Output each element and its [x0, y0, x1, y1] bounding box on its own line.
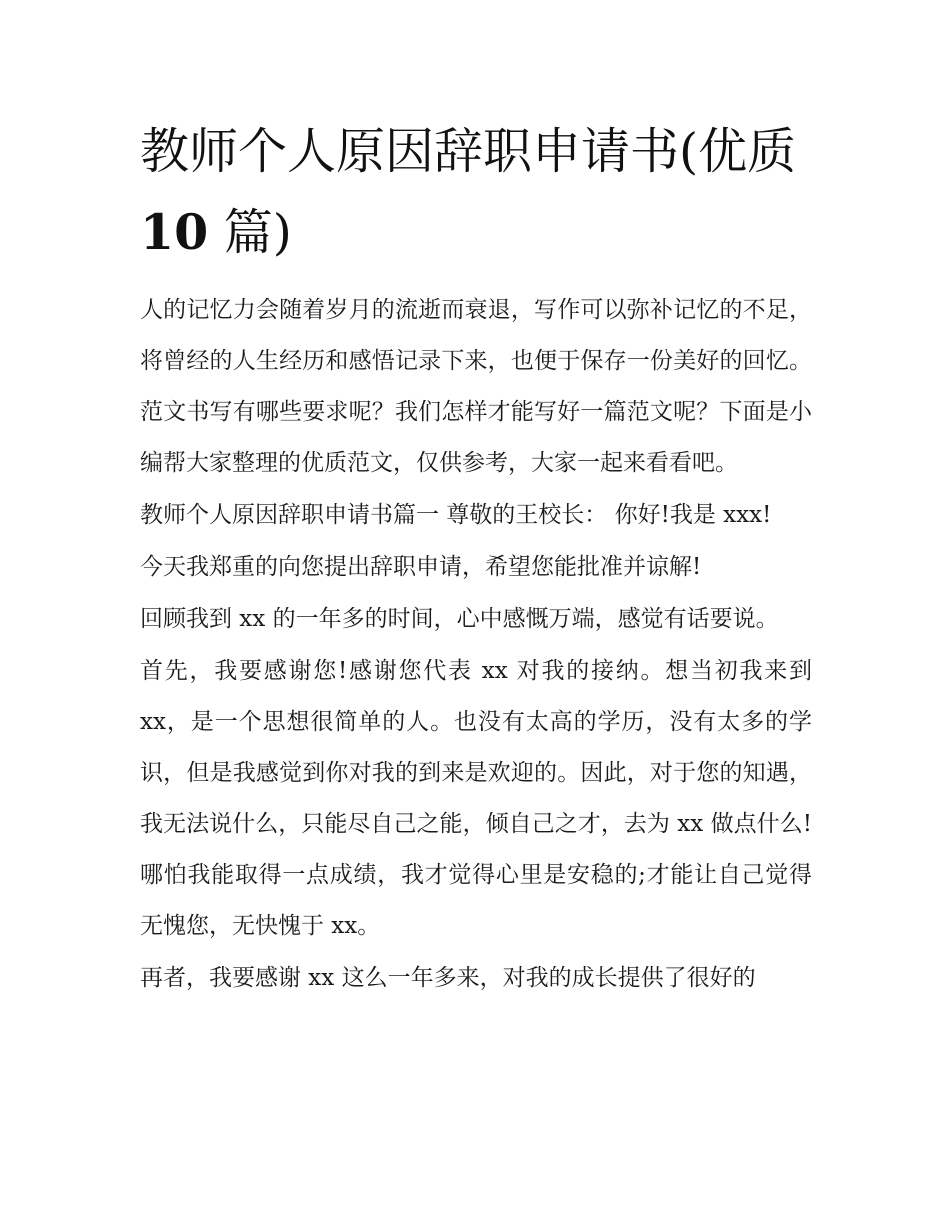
paragraph-greeting: 教师个人原因辞职申请书篇一 尊敬的王校长： 你好!我是 xxx!	[140, 502, 772, 528]
title-tail: 篇)	[208, 204, 292, 261]
paragraph-intro: 人的记忆力会随着岁月的流逝而衰退，写作可以弥补记忆的不足，将曾经的人生经历和感悟记录下来，也便于保存一份美好的回忆。范文书写有哪些要求呢？我们怎样才能写好一篇范文呢？下面是小编帮大家整理的优质范文，仅供参考，大家一起来看看吧。	[140, 297, 812, 476]
document-content	[140, 112, 812, 1005]
paragraph-request: 今天我郑重的向您提出辞职申请，希望您能批准并谅解!	[140, 554, 702, 580]
title-number: 10	[140, 203, 209, 261]
paragraph-review: 回顾我到 xx 的一年多的时间，心中感慨万端，感觉有话要说。	[140, 606, 779, 632]
document-title	[140, 112, 812, 273]
title-main: 教师个人原因辞职申请书(优质	[140, 123, 797, 180]
paragraph-thanks: 首先，我要感谢您!感谢您代表 xx 对我的接纳。想当初我来到 xx，是一个思想很简单的人。也没有太高的学历，没有太多的学识，但是我感觉到你对我的到来是欢迎的。因此，对于您的知遇，我无法说什么，只能尽自己之能，倾自己之才，去为 xx 做点什么!哪怕我能取得一点成绩，我才觉得心里是安稳的;才能让自己觉得无愧您，无快愧于 xx。	[140, 658, 812, 939]
document-body	[140, 285, 812, 1004]
paragraph-further: 再者，我要感谢 xx 这么一年多来，对我的成长提供了很好的	[140, 965, 756, 991]
